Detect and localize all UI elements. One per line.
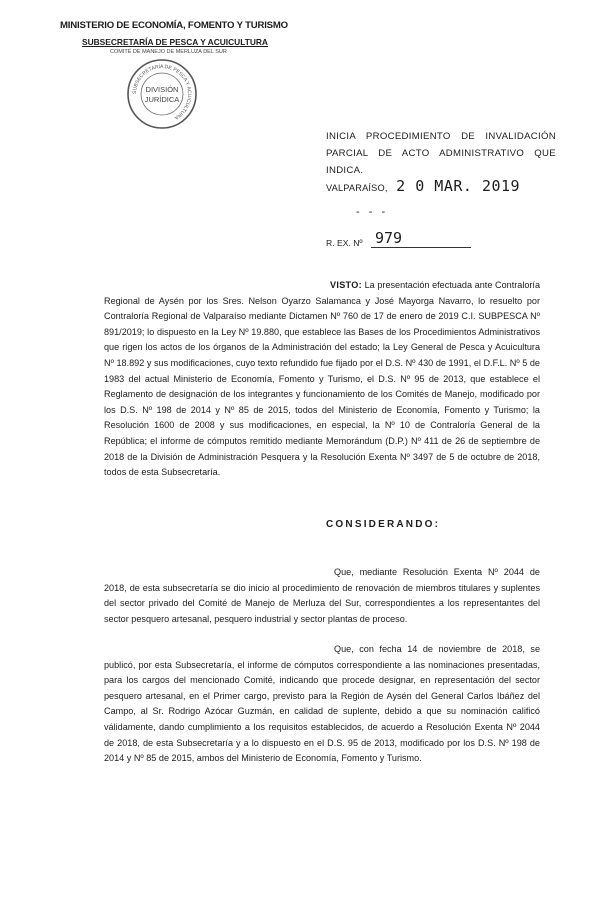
considerando-paragraph-2 <box>104 642 540 767</box>
stamp-ring-text: SUBSECRETARÍA DE PESCA Y ACUICULTURA <box>131 63 193 121</box>
stamp-line-1: DIVISIÓN <box>145 85 179 94</box>
subsecretaria-name: SUBSECRETARÍA DE PESCA Y ACUICULTURA <box>82 37 268 47</box>
visto-paragraph <box>104 278 540 481</box>
considerando-text-2: Que, con fecha 14 de noviembre de 2018, se publicó, por esta Subsecretaría, el informe de cómputos correspondiente a las nominaciones presentadas, para los cargos del mencionado Comité, indicando que procede designar, en representación del sector pesquero artesanal, en el Primer cargo, previsto para la Región de Aysén del General Carlos Ibáñez del Campo, al Sr. Rodrigo Azócar Guzmán, en calidad de suplente, debido a que su nominación calificó válidamente, dando cumplimiento a los requisitos establecidos, de acuerdo a Resolución Exenta Nº 2044 de 2018, de esta Subsecretaría y a lo dispuesto en el D.S. 95 de 2013, modificado por los D.S. Nº 198 de 2014 y Nº 85 de 2015, ambos del Ministerio de Economía, Fomento y Turismo. <box>104 644 540 764</box>
place-date-line <box>326 177 520 195</box>
stamp-seal-icon <box>126 58 198 130</box>
stamp-line-2: JURÍDICA <box>144 95 180 104</box>
resolution-number-line <box>326 229 471 248</box>
division-juridica-stamp <box>126 58 198 130</box>
date-underline-dashes: - - - <box>356 206 389 218</box>
resolution-date: 2 0 MAR. 2019 <box>396 177 521 195</box>
resolution-number: 979 <box>374 229 403 247</box>
resolution-subject: INICIA PROCEDIMIENTO DE INVALIDACIÓN PARCIAL DE ACTO ADMINISTRATIVO QUE INDICA. <box>326 131 556 176</box>
letterhead <box>60 20 288 55</box>
resolution-number-label: R. EX. Nº <box>326 238 363 248</box>
considerando-text-1: Que, mediante Resolución Exenta Nº 2044 de 2018, de esta subsecretaría se dio inicio al procedimiento de renovación de miembros titulares y suplentes del sector privado del Comité de Manejo de Merluza del Sur, correspondientes a los representantes del sector pesquero artesanal, pesquero industrial y sector plantas de proceso. <box>104 567 540 624</box>
letterhead-small-line: COMITÉ DE MANEJO DE MERLUZA DEL SUR <box>110 49 227 55</box>
ministry-name: MINISTERIO DE ECONOMÍA, FOMENTO Y TURISMO <box>60 20 288 31</box>
visto-text: La presentación efectuada ante Contraloría Regional de Aysén por los Sres. Nelson Oyarzo Salamanca y José Mayorga Navarro, lo resuelto por Contraloría Regional de Valparaíso mediante Dictamen Nº 760 de 17 de enero de 2019 C.I. SUBPESCA Nº 891/2019; lo dispuesto en la Ley Nº 19.880, que establece las Bases de los Procedimientos Administrativos que rigen los actos de los órganos de la Administración del estado; la Ley General de Pesca y Acuicultura Nº 18.892 y sus modificaciones, cuyo texto refundido fue fijado por el D.S. Nº 430 de 1991, el D.F.L. Nº 5 de 1983 del actual Ministerio de Economía, Fomento y Turismo, el D.S. Nº 95 de 2013, que establece el Reglamento de designación de los integrantes y funcionamiento de los Comités de Manejo, modificado por los D.S. Nº 198 de 2014 y Nº 85 de 2015, todos del Ministerio de Economía, Fomento y Turismo; la Resolución 1600 de 2008 y sus modificaciones, en especial, la Nº 10 de Contraloría General de la República; el informe de cómputos remitido mediante Memorándum (D.P.) Nº 411 de 26 de septiembre de 2018 de la División de Administración Pesquera y la Resolución Exenta Nº 3497 de 5 de octubre de 2018, todos de esta Subsecretaría. <box>104 280 541 478</box>
considerando-paragraph-1 <box>104 565 540 627</box>
place-label: VALPARAÍSO, <box>326 183 388 193</box>
considerando-heading: CONSIDERANDO: <box>326 519 441 530</box>
visto-label: VISTO: <box>330 280 362 290</box>
